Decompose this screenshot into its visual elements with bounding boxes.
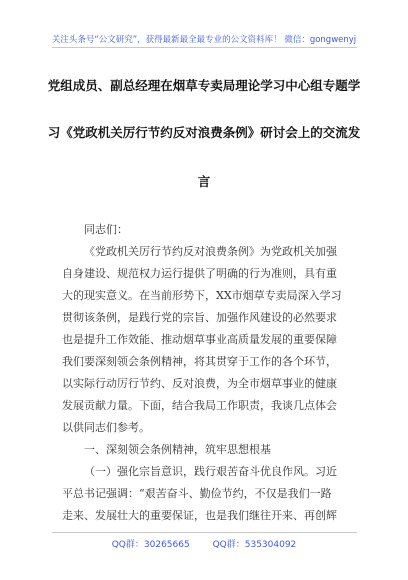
header-rule [52, 47, 357, 48]
body-line: 以实际行动厉行节约、反对浪费，为全市烟草事业的健康 [62, 377, 337, 390]
document-body [62, 219, 352, 527]
subsection-heading: （一）强化宗旨意识，践行艰苦奋斗优良作风。习近 [84, 465, 337, 478]
footer-qq-group-2: QQ群：535304092 [212, 540, 297, 550]
footer [0, 537, 408, 550]
document-title-line-3: 言 [197, 174, 211, 189]
body-line: 贯彻该条例，是践行党的宗旨、加强作风建设的必然要求 [62, 311, 337, 324]
body-line: 《党政机关厉行节约反对浪费条例》为党政机关加强 [84, 245, 337, 258]
document-title-line-2: 习《党政机关厉行节约反对浪费条例》研讨会上的交流发 [47, 125, 361, 140]
body-line: 走来、发展壮大的重要保证，也是我们继往开来、再创辉 [62, 509, 337, 522]
header-note: 关注头条号“公文研究”，获得最新最全最专业的公文资料库！ 微信：gongwenyj [51, 35, 357, 45]
footer-qq-group-1: QQ群：30265665 [111, 540, 190, 550]
body-line: 以供同志们参考。 [62, 421, 150, 434]
body-line: 平总书记强调：“艰苦奋斗、勤俭节约，不仅是我们一路 [62, 487, 332, 500]
salutation: 同志们： [84, 223, 128, 236]
footer-rule [52, 532, 357, 533]
body-line: 也是提升工作效能、推动烟草事业高质量发展的重要保障 [62, 333, 337, 346]
section-heading: 一、深刻领会条例精神，筑牢思想根基 [84, 443, 271, 456]
body-line: 自身建设、规范权力运行提供了明确的行为准则，具有重 [62, 267, 337, 280]
body-line: 发展贡献力量。下面，结合我局工作职责，我谈几点体会 [62, 399, 337, 412]
document-title-line-1: 党组成员、副总经理在烟草专卖局理论学习中心组专题学 [47, 78, 361, 93]
body-line: 大的现实意义。在当前形势下，XX市烟草专卖局深入学习 [62, 289, 342, 302]
body-line: 我们要深刻领会条例精神，将其贯穿于工作的各个环节， [62, 355, 337, 368]
